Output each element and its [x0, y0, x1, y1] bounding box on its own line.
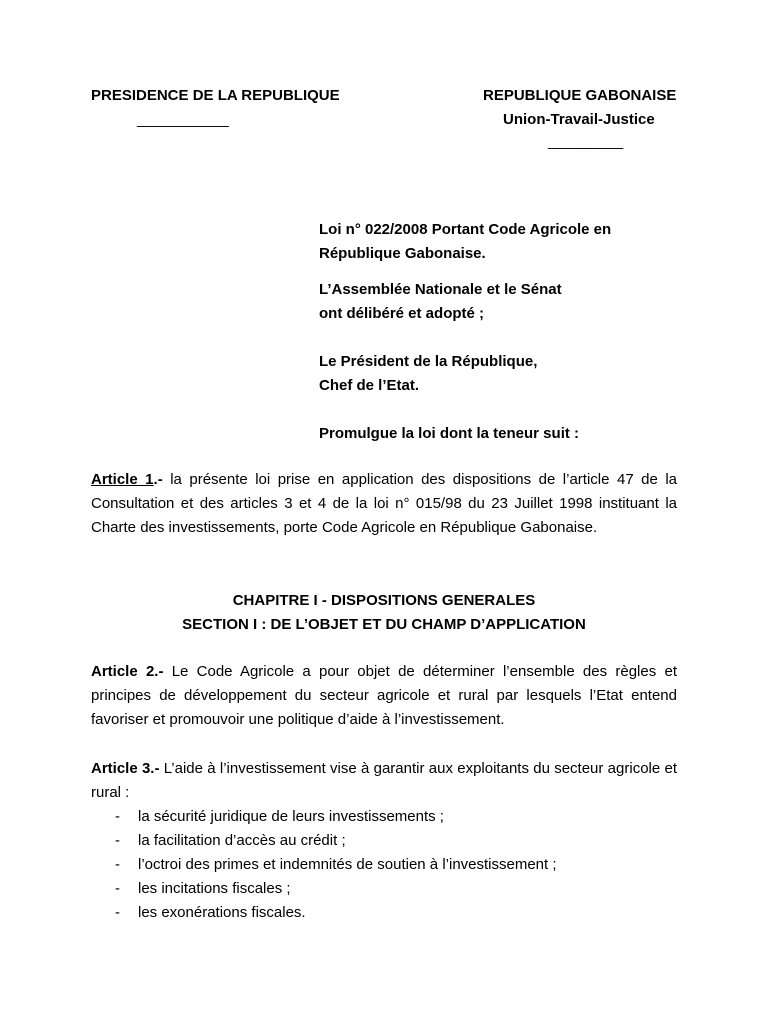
article-2-paragraph [91, 660, 677, 732]
list-item-text: la facilitation d’accès au crédit ; [138, 832, 346, 849]
presidency-rule: ___________ [137, 111, 229, 128]
article-1-separator: .- [153, 471, 171, 488]
article-2-text: Le Code Agricole a pour objet de déterminer l’ensemble des règles et principes de développement du secteur agricole et rural par lesquels l’Etat entend favoriser et promouvoir une politique d’aide à l’investissement. [91, 663, 677, 728]
list-item [91, 829, 677, 853]
list-item [91, 805, 677, 829]
article-3-label: Article 3.- [91, 760, 160, 777]
list-item-text: l’octroi des primes et indemnités de soutien à l’investissement ; [138, 856, 557, 873]
list-dash: - [115, 856, 120, 873]
promulgation-statement [319, 422, 579, 446]
article-3 [91, 757, 677, 925]
article-2 [91, 660, 677, 732]
list-dash: - [115, 832, 120, 849]
promulgation-line: Promulgue la loi dont la teneur suit : [319, 425, 580, 442]
presidency-heading: PRESIDENCE DE LA REPUBLIQUE [91, 87, 340, 104]
list-item-text: les exonérations fiscales. [138, 904, 306, 921]
article-1-label: Article 1 [91, 471, 154, 488]
section-title: SECTION I : DE L’OBJET ET DU CHAMP D’APPLICATION [182, 616, 586, 633]
article-2-label: Article 2.- [91, 663, 164, 680]
article-1-text: la présente loi prise en application des dispositions de l’article 47 de la Consultation et des articles 3 et 4 de la loi n° 015/98 du 23 Juillet 1998 instituant la Charte des investissements, porte Code Agricole en République Gabonaise. [91, 471, 677, 536]
law-title [319, 218, 611, 266]
law-title-line-1: Loi n° 022/2008 Portant Code Agricole en [319, 221, 612, 238]
national-motto: Union-Travail-Justice [503, 111, 655, 128]
list-item [91, 853, 677, 877]
assembly-line-2: ont délibéré et adopté ; [319, 305, 485, 322]
list-item [91, 877, 677, 901]
list-item-text: la sécurité juridique de leurs investissements ; [138, 808, 444, 825]
list-item [91, 901, 677, 925]
article-3-paragraph [91, 757, 677, 805]
assembly-line-1: L’Assemblée Nationale et le Sénat [319, 281, 562, 298]
republic-rule: _________ [548, 133, 624, 150]
president-line-1: Le Président de la République, [319, 353, 538, 370]
article-1 [91, 468, 677, 540]
article-3-list [91, 805, 677, 925]
list-dash: - [115, 904, 120, 921]
president-statement [319, 350, 537, 398]
article-1-paragraph [91, 468, 677, 540]
republic-heading: REPUBLIQUE GABONAISE [483, 87, 677, 104]
list-item-text: les incitations fiscales ; [138, 880, 291, 897]
president-line-2: Chef de l’Etat. [319, 377, 420, 394]
law-title-line-2: République Gabonaise. [319, 245, 486, 262]
article-3-text: L’aide à l’investissement vise à garantir aux exploitants du secteur agricole et rural : [91, 760, 677, 801]
chapter-title: CHAPITRE I - DISPOSITIONS GENERALES [232, 592, 536, 609]
list-dash: - [115, 880, 120, 897]
assembly-statement [319, 278, 562, 326]
list-dash: - [115, 808, 120, 825]
